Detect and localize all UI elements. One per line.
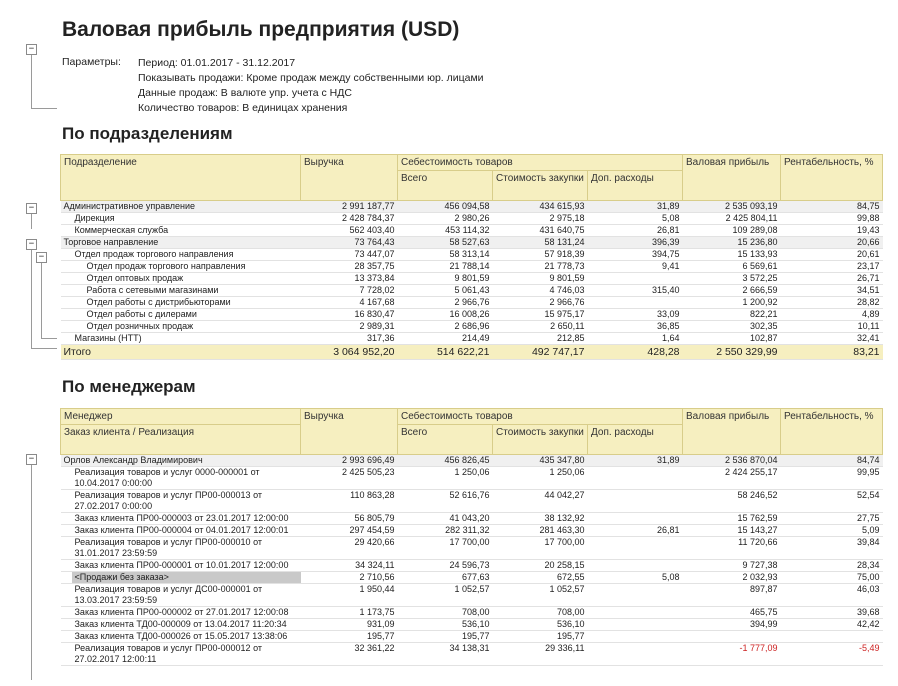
row-name: Заказ клиента ПР00-000004 от 04.01.2017 12:00:01 [61,525,301,537]
cell-rev: 2 428 784,37 [301,213,398,225]
cell-purch: 708,00 [493,607,588,619]
cell-purch: 1 052,57 [493,584,588,607]
cell-purch: 195,77 [493,631,588,643]
cell-gp: 2 425 804,11 [683,213,781,225]
cell-purch: 2 966,76 [493,297,588,309]
row-name: Заказ клиента ПР00-000001 от 10.01.2017 12:00:00 [61,560,301,572]
cell-rent: 99,88 [781,213,883,225]
cell-purch: 212,85 [493,333,588,345]
header-profitability: Рентабельность, % [781,155,883,201]
table-row[interactable] [61,537,883,560]
table-row[interactable] [61,643,883,666]
cell-purch: 58 131,24 [493,237,588,249]
row-name: Реализация товаров и услуг ПР00-000012 от 27.02.2017 12:00:11 [61,643,301,666]
cell-extra: 5,08 [588,213,683,225]
total-rent: 83,21 [781,345,883,360]
cell-purch: 38 132,92 [493,513,588,525]
cell-extra: 5,08 [588,572,683,584]
collapse-sales-dept-toggle[interactable]: − [36,252,47,263]
cell-extra: 315,40 [588,285,683,297]
row-name: Орлов Александр Владимирович [61,455,301,467]
table-row[interactable] [61,607,883,619]
cell-extra [588,584,683,607]
cell-purch: 672,55 [493,572,588,584]
row-name: Отдел работы с дистрибьюторами [61,297,301,309]
cell-purch: 4 746,03 [493,285,588,297]
cell-rent: 39,68 [781,607,883,619]
row-name: Заказ клиента ТД00-000009 от 13.04.2017 11:20:34 [61,619,301,631]
header-cost-purchase: Стоимость закупки [493,171,588,201]
cell-total: 453 114,32 [398,225,493,237]
report-title: Валовая прибыль предприятия (USD) [62,18,460,41]
collapse-trade-toggle[interactable]: − [26,239,37,250]
collapse-params-toggle[interactable]: − [26,44,37,55]
header-cost-extra: Доп. расходы [588,171,683,201]
cell-rent: 46,03 [781,584,883,607]
cell-gp: 2 536 870,04 [683,455,781,467]
cell-total: 2 980,26 [398,213,493,225]
total-extra: 428,28 [588,345,683,360]
cell-rent: 32,41 [781,333,883,345]
row-name: Отдел работы с дилерами [61,309,301,321]
cell-rent: 10,11 [781,321,883,333]
cell-rent: 28,82 [781,297,883,309]
header-department: Подразделение [61,155,301,201]
cell-total: 677,63 [398,572,493,584]
cell-purch: 435 347,80 [493,455,588,467]
cell-rent: 42,42 [781,619,883,631]
cell-gp: 15 236,80 [683,237,781,249]
cell-rent: 23,17 [781,261,883,273]
cell-rent: 34,51 [781,285,883,297]
cell-rev: 28 357,75 [301,261,398,273]
cell-total: 2 966,76 [398,297,493,309]
cell-rent: 84,75 [781,201,883,213]
cell-gp: 15 133,93 [683,249,781,261]
cell-rent: 99,95 [781,467,883,490]
row-name: Реализация товаров и услуг ДС00-000001 от 13.03.2017 23:59:59 [61,584,301,607]
table-row[interactable] [61,297,883,309]
cell-gp: 102,87 [683,333,781,345]
cell-total: 1 052,57 [398,584,493,607]
cell-rev: 16 830,47 [301,309,398,321]
cell-extra [588,631,683,643]
cell-gp: 2 666,59 [683,285,781,297]
cell-rev: 73 764,43 [301,237,398,249]
cell-extra [588,537,683,560]
total-total: 514 622,21 [398,345,493,360]
cell-rev: 2 993 696,49 [301,455,398,467]
cell-rent: 19,43 [781,225,883,237]
cell-extra: 26,81 [588,525,683,537]
cell-gp: 1 200,92 [683,297,781,309]
cell-purch: 281 463,30 [493,525,588,537]
cell-rent: 28,34 [781,560,883,572]
row-name: Отдел продаж торгового направления [61,249,301,261]
table-row[interactable] [61,467,883,490]
header-order-sale: Заказ клиента / Реализация [61,425,301,455]
collapse-manager-toggle[interactable]: − [26,454,37,465]
table-row[interactable] [61,321,883,333]
header-cost-total-2: Всего [398,425,493,455]
header-gross-profit-2: Валовая прибыль [683,409,781,455]
cell-rent: 4,89 [781,309,883,321]
table-row[interactable] [61,525,883,537]
row-name: Дирекция [61,213,301,225]
row-name: Реализация товаров и услуг ПР00-000010 от 31.01.2017 23:59:59 [61,537,301,560]
cell-total: 214,49 [398,333,493,345]
cell-extra: 36,85 [588,321,683,333]
table-row[interactable] [61,237,883,249]
cell-rev: 2 991 187,77 [301,201,398,213]
table-row[interactable] [61,273,883,285]
param-quantity: Количество товаров: В единицах хранения [138,102,348,114]
row-name: Заказ клиента ПР00-000002 от 27.01.2017 12:00:08 [61,607,301,619]
cell-purch: 9 801,59 [493,273,588,285]
cell-total: 1 250,06 [398,467,493,490]
total-purch: 492 747,17 [493,345,588,360]
param-show-sales: Показывать продажи: Кроме продаж между собственными юр. лицами [138,72,484,84]
cell-extra [588,513,683,525]
cell-gp: 3 572,25 [683,273,781,285]
cell-extra: 26,81 [588,225,683,237]
cell-purch: 29 336,11 [493,643,588,666]
cell-gp: 465,75 [683,607,781,619]
cell-gp: 58 246,52 [683,490,781,513]
cell-rev: 29 420,66 [301,537,398,560]
row-name: Отдел продаж торгового направления [61,261,301,273]
table-row[interactable] [61,309,883,321]
cell-total: 456 826,45 [398,455,493,467]
outline-gutter [0,0,56,686]
cell-rev: 4 167,68 [301,297,398,309]
row-name: Отдел розничных продаж [61,321,301,333]
cell-rent: 52,54 [781,490,883,513]
cell-total: 195,77 [398,631,493,643]
cell-gp: 2 424 255,17 [683,467,781,490]
row-name-text: <Продажи без заказа> [72,572,301,583]
table-row[interactable] [61,584,883,607]
header-cost-2: Себестоимость товаров [398,409,683,425]
cell-gp: 897,87 [683,584,781,607]
cell-total: 21 788,14 [398,261,493,273]
cell-purch: 431 640,75 [493,225,588,237]
row-name: Магазины (НТТ) [61,333,301,345]
cell-extra [588,643,683,666]
table-row[interactable] [61,213,883,225]
cell-gp: 822,21 [683,309,781,321]
managers-table [60,408,883,666]
cell-rev: 562 403,40 [301,225,398,237]
header-cost: Себестоимость товаров [398,155,683,171]
table-row[interactable] [61,572,883,584]
cell-purch: 2 975,18 [493,213,588,225]
cell-gp: 302,35 [683,321,781,333]
row-name [61,572,301,584]
cell-extra [588,490,683,513]
table-row[interactable] [61,455,883,467]
cell-purch: 536,10 [493,619,588,631]
row-name: Заказ клиента ТД00-000026 от 15.05.2017 13:38:06 [61,631,301,643]
row-name: Коммерческая служба [61,225,301,237]
cell-rent: -5,49 [781,643,883,666]
cell-total: 17 700,00 [398,537,493,560]
cell-extra [588,607,683,619]
cell-rev: 2 710,56 [301,572,398,584]
table-row[interactable] [61,285,883,297]
header-cost-total: Всего [398,171,493,201]
total-label: Итого [61,345,301,360]
cell-rev: 56 805,79 [301,513,398,525]
cell-rev: 297 454,59 [301,525,398,537]
cell-total: 34 138,31 [398,643,493,666]
cell-purch: 1 250,06 [493,467,588,490]
cell-rent: 27,75 [781,513,883,525]
cell-purch: 44 042,27 [493,490,588,513]
cell-extra: 33,09 [588,309,683,321]
section-managers-title: По менеджерам [62,377,196,396]
cell-total: 282 311,32 [398,525,493,537]
table-row[interactable] [61,490,883,513]
cell-rent: 39,84 [781,537,883,560]
cell-total: 24 596,73 [398,560,493,572]
cell-purch: 434 615,93 [493,201,588,213]
cell-extra: 1,64 [588,333,683,345]
cell-total: 9 801,59 [398,273,493,285]
cell-gp: 15 143,27 [683,525,781,537]
table-row[interactable] [61,513,883,525]
header-cost-extra-2: Доп. расходы [588,425,683,455]
cell-extra [588,619,683,631]
row-name: Административное управление [61,201,301,213]
cell-extra [588,560,683,572]
cell-total: 536,10 [398,619,493,631]
total-rev: 3 064 952,20 [301,345,398,360]
cell-total: 58 313,14 [398,249,493,261]
header-revenue-2: Выручка [301,409,398,455]
header-profitability-2: Рентабельность, % [781,409,883,455]
row-name: Торговое направление [61,237,301,249]
collapse-admin-toggle[interactable]: − [26,203,37,214]
cell-rev: 32 361,22 [301,643,398,666]
cell-total: 16 008,26 [398,309,493,321]
cell-extra: 31,89 [588,201,683,213]
cell-gp [683,631,781,643]
cell-rev: 195,77 [301,631,398,643]
cell-gp: -1 777,09 [683,643,781,666]
cell-rev: 317,36 [301,333,398,345]
header-manager: Менеджер [61,409,301,425]
header-cost-purchase-2: Стоимость закупки [493,425,588,455]
cell-total: 5 061,43 [398,285,493,297]
cell-purch: 2 650,11 [493,321,588,333]
cell-total: 58 527,63 [398,237,493,249]
cell-rent: 75,00 [781,572,883,584]
cell-rent: 5,09 [781,525,883,537]
table-row[interactable] [61,333,883,345]
section-departments-title: По подразделениям [62,124,233,143]
cell-gp: 11 720,66 [683,537,781,560]
table-row[interactable] [61,201,883,213]
table-row[interactable] [61,261,883,273]
cell-rev: 2 425 505,23 [301,467,398,490]
cell-extra: 31,89 [588,455,683,467]
param-sales-data: Данные продаж: В валюте упр. учета с НДС [138,87,352,99]
cell-extra: 396,39 [588,237,683,249]
cell-purch: 21 778,73 [493,261,588,273]
cell-rev: 73 447,07 [301,249,398,261]
header-gross-profit: Валовая прибыль [683,155,781,201]
cell-extra: 394,75 [588,249,683,261]
header-revenue: Выручка [301,155,398,201]
cell-rent: 20,61 [781,249,883,261]
cell-total: 2 686,96 [398,321,493,333]
cell-extra [588,297,683,309]
cell-gp: 109 289,08 [683,225,781,237]
cell-total: 708,00 [398,607,493,619]
row-name: Реализация товаров и услуг 0000-000001 от 10.04.2017 0:00:00 [61,467,301,490]
cell-rev: 13 373,84 [301,273,398,285]
cell-rent: 26,71 [781,273,883,285]
params-label: Параметры: [62,56,121,68]
cell-rev: 1 950,44 [301,584,398,607]
cell-gp: 394,99 [683,619,781,631]
table-row[interactable] [61,631,883,643]
cell-extra [588,467,683,490]
table-row[interactable] [61,225,883,237]
cell-rev: 7 728,02 [301,285,398,297]
cell-purch: 15 975,17 [493,309,588,321]
total-row[interactable] [61,345,883,360]
table-row[interactable] [61,560,883,572]
cell-rev: 2 989,31 [301,321,398,333]
cell-total: 52 616,76 [398,490,493,513]
cell-gp: 2 032,93 [683,572,781,584]
row-name: Работа с сетевыми магазинами [61,285,301,297]
cell-purch: 57 918,39 [493,249,588,261]
cell-rent: 84,74 [781,455,883,467]
total-gp: 2 550 329,99 [683,345,781,360]
cell-rent: 20,66 [781,237,883,249]
cell-purch: 17 700,00 [493,537,588,560]
cell-gp: 6 569,61 [683,261,781,273]
cell-rev: 34 324,11 [301,560,398,572]
param-period: Период: 01.01.2017 - 31.12.2017 [138,57,296,69]
cell-gp: 2 535 093,19 [683,201,781,213]
cell-rent [781,631,883,643]
table-row[interactable] [61,619,883,631]
cell-rev: 110 863,28 [301,490,398,513]
cell-rev: 1 173,75 [301,607,398,619]
row-name: Заказ клиента ПР00-000003 от 23.01.2017 12:00:00 [61,513,301,525]
cell-extra [588,273,683,285]
params-values [138,56,484,116]
row-name: Реализация товаров и услуг ПР00-000013 от 27.02.2017 0:00:00 [61,490,301,513]
cell-gp: 9 727,38 [683,560,781,572]
cell-purch: 20 258,15 [493,560,588,572]
row-name: Отдел оптовых продаж [61,273,301,285]
departments-table [60,154,883,360]
cell-total: 456 094,58 [398,201,493,213]
cell-extra: 9,41 [588,261,683,273]
cell-rev: 931,09 [301,619,398,631]
cell-gp: 15 762,59 [683,513,781,525]
table-row[interactable] [61,249,883,261]
cell-total: 41 043,20 [398,513,493,525]
